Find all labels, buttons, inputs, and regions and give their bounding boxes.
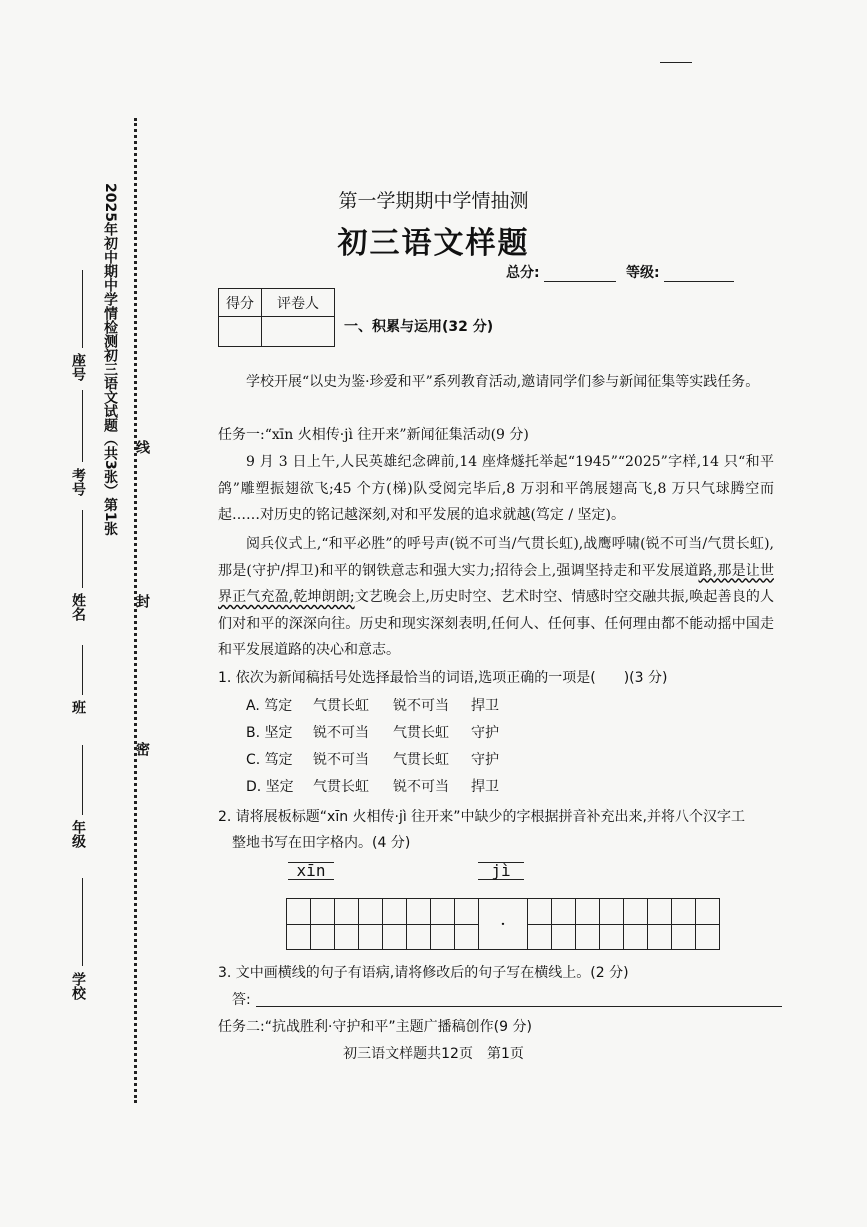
pinyin-ji: jì: [478, 862, 524, 880]
school-label: 学校: [70, 972, 86, 1000]
q2-stem-line2: 整地书写在田字格内。(4 分): [232, 835, 411, 851]
q2-stem-line1: 2. 请将展板标题“xīn 火相传·jì 往开来”中缺少的字根据拼音补充出来,并将八个汉字工: [218, 809, 745, 825]
grid-cell[interactable]: [287, 899, 311, 949]
seat-number-blank: [82, 270, 83, 348]
grid-cell[interactable]: [528, 899, 552, 949]
q3-answer-label: 答:: [232, 992, 251, 1008]
pinyin-xin: xīn: [288, 862, 334, 880]
writing-grid[interactable]: [286, 898, 720, 950]
score-cell: [219, 317, 262, 347]
grid-separator-dot: ·: [479, 899, 528, 949]
class-label: 班: [70, 700, 86, 714]
grader-header: 评卷人: [262, 289, 335, 317]
total-score-blank: [544, 281, 616, 282]
exam-title: 初三语文样题: [337, 226, 530, 261]
exam-title-vertical: 2025年初中期中学情检测初三语文试题（共3张）第1张: [102, 183, 118, 536]
class-blank: [82, 645, 83, 695]
score-table: [218, 288, 335, 347]
option-c-word1: C. 笃定: [246, 752, 293, 768]
grid-cell[interactable]: [431, 899, 455, 949]
grid-cell[interactable]: [455, 899, 479, 949]
q3-answer-line[interactable]: [256, 1006, 782, 1007]
cut-mark-seal: 封: [134, 594, 150, 608]
corner-rule: [660, 62, 692, 63]
grade-row: [626, 262, 734, 282]
option-c-word2: 锐不可当: [313, 752, 369, 768]
q1-option-c[interactable]: [246, 749, 499, 769]
cut-mark-line: 线: [134, 440, 150, 454]
grid-cell[interactable]: [648, 899, 672, 949]
seat-number-label: 座号: [70, 353, 86, 381]
option-d-word4: 捍卫: [471, 779, 499, 795]
grid-cell[interactable]: [624, 899, 648, 949]
option-b-word1: B. 坚定: [246, 725, 293, 741]
option-a-word2: 气贯长虹: [313, 698, 369, 714]
total-score-label: 总分:: [506, 265, 540, 281]
section-heading: 一、积累与运用(32 分): [344, 319, 494, 335]
exam-number-label: 考号: [70, 468, 86, 496]
grid-cell[interactable]: [383, 899, 407, 949]
option-c-word4: 守护: [471, 752, 499, 768]
option-d-word1: D. 坚定: [246, 779, 294, 795]
name-label: 姓名: [70, 593, 86, 621]
grid-cell[interactable]: [600, 899, 624, 949]
grade-label: 等级:: [626, 265, 660, 281]
news-p2-after: 文艺晚会上,历史时空、艺术时空、情感时空交融共振,唤起善良的人们对和平的深深向往。历史和现实深刻表明,任何人、任何事、任何理由都不能动摇中国走和平发展道路的决心和意志。: [218, 589, 775, 658]
grid-cell[interactable]: [359, 899, 383, 949]
q1-option-d[interactable]: [246, 776, 499, 796]
q1-stem: 1. 依次为新闻稿括号处选择最恰当的词语,选项正确的一项是( )(3 分): [218, 670, 668, 686]
intro-paragraph: 学校开展“以史为鉴·珍爱和平”系列教育活动,邀请同学们参与新闻征集等实践任务。: [246, 374, 760, 390]
option-b-word2: 锐不可当: [313, 725, 369, 741]
grade-level-blank: [82, 745, 83, 815]
exam-number-blank: [82, 390, 83, 462]
q1-option-a[interactable]: [246, 695, 499, 715]
option-d-word3: 锐不可当: [393, 779, 449, 795]
news-p2-before: 阅兵仪式上,“和平必胜”的呼号声(锐不可当/气贯长虹),战鹰呼啸(锐不可当/气贯长虹),那是(守护/捍卫)和平的钢铁意志和强大实力;招待会上,强调坚持走和平发展道: [218, 536, 774, 579]
q1-option-b[interactable]: [246, 722, 499, 742]
cut-mark-secret: 密: [134, 742, 150, 756]
task2-heading: 任务二:“抗战胜利·守护和平”主题广播稿创作(9 分): [218, 1019, 532, 1035]
grade-level-label: 年级: [70, 820, 86, 848]
page-footer: 初三语文样题共12页 第1页: [343, 1046, 524, 1062]
grid-cell[interactable]: [552, 899, 576, 949]
grid-cell[interactable]: [311, 899, 335, 949]
name-blank: [82, 510, 83, 588]
option-a-word1: A. 笃定: [246, 698, 293, 714]
task1-heading: 任务一:“xīn 火相传·jì 往开来”新闻征集活动(9 分): [218, 427, 529, 443]
news-paragraph-2: [218, 531, 774, 664]
option-b-word3: 气贯长虹: [393, 725, 449, 741]
grid-cell[interactable]: [335, 899, 359, 949]
school-blank: [82, 878, 83, 966]
grid-cell[interactable]: [407, 899, 431, 949]
option-c-word3: 气贯长虹: [393, 752, 449, 768]
news-paragraph-1: 9 月 3 日上午,人民英雄纪念碑前,14 座烽燧托举起“1945”“2025”字样,14 只“和平鸽”雕塑振翅欲飞;45 个方(梯)队受阅完毕后,8 万羽和平鸽展翅高飞,8 万只气球腾空而起……对历史的铭记越深刻,对和平发展的追求就越(笃定 / 坚定)。: [218, 454, 774, 523]
grid-cell[interactable]: [696, 899, 719, 949]
grid-cell[interactable]: [576, 899, 600, 949]
option-a-word4: 捍卫: [471, 698, 499, 714]
grade-blank: [664, 281, 734, 282]
news-p2-wavy-sentence: 路,那是让世界正气充盈,乾坤朗朗;: [218, 562, 774, 605]
option-b-word4: 守护: [471, 725, 499, 741]
option-d-word2: 气贯长虹: [313, 779, 369, 795]
binding-dotted-line: [134, 118, 137, 1103]
total-score-row: [506, 262, 616, 282]
score-header: 得分: [219, 289, 262, 317]
option-a-word3: 锐不可当: [393, 698, 449, 714]
grader-cell: [262, 317, 335, 347]
q3-stem: 3. 文中画横线的句子有语病,请将修改后的句子写在横线上。(2 分): [218, 965, 629, 981]
exam-subtitle: 第一学期期中学情抽测: [338, 190, 529, 212]
grid-cell[interactable]: [672, 899, 696, 949]
